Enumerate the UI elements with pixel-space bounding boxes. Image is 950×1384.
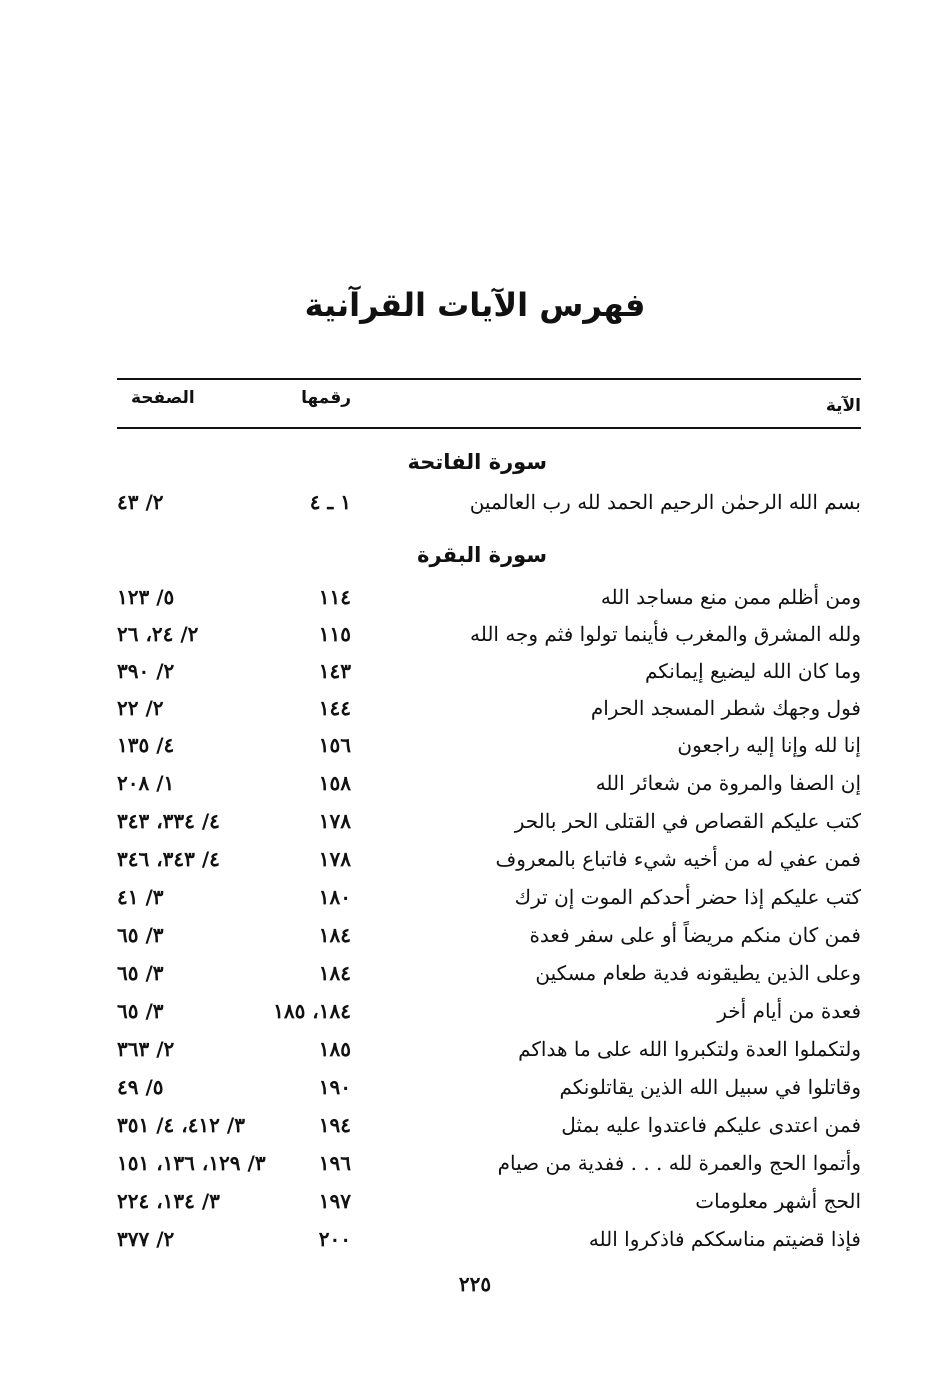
page-reference: ٢/ ٤٣	[117, 490, 164, 514]
header-page: الصفحة	[131, 388, 195, 408]
table-row	[117, 847, 861, 884]
verse-number: ١٨٤	[318, 961, 351, 985]
table-row	[117, 490, 861, 527]
verse-number: ١٥٨	[318, 771, 351, 795]
verse-number: ١٩٦	[318, 1151, 351, 1175]
page-reference: ٣/ ١٣٤، ٢٢٤	[117, 1189, 220, 1213]
verse-number: ١٧٨	[318, 809, 351, 833]
table-row	[117, 809, 861, 846]
verse-text: ولتكملوا العدة ولتكبروا الله على ما هداكم	[518, 1037, 861, 1061]
verse-number: ١١٤	[318, 585, 351, 609]
verse-number: ١٤٤	[318, 696, 351, 720]
verse-text: الحج أشهر معلومات	[695, 1189, 861, 1213]
table-row	[117, 961, 861, 998]
verse-text: وقاتلوا في سبيل الله الذين يقاتلونكم	[559, 1075, 861, 1099]
page-reference: ١/ ٢٠٨	[117, 771, 175, 795]
table-row	[117, 622, 861, 659]
page-reference: ٣/ ٤١	[117, 885, 164, 909]
header-verse: الآية	[825, 396, 861, 416]
verse-number: ١ ـ ٤	[309, 490, 351, 514]
verse-number: ١٥٦	[318, 733, 351, 757]
page-reference: ٢/ ٣٦٣	[117, 1037, 175, 1061]
verse-text: وعلى الذين يطيقونه فدية طعام مسكين	[535, 961, 861, 985]
verse-text: فإذا قضيتم مناسككم فاذكروا الله	[588, 1227, 861, 1251]
verse-number: ١٨٠	[318, 885, 351, 909]
verse-number: ١٩٠	[318, 1075, 351, 1099]
verse-text: فعدة من أيام أخر	[717, 999, 861, 1023]
verse-text: إن الصفا والمروة من شعائر الله	[595, 771, 861, 795]
page-reference: ٤/ ٣٣٤، ٣٤٣	[117, 809, 220, 833]
verse-text: كتب عليكم إذا حضر أحدكم الموت إن ترك	[514, 885, 861, 909]
table-row	[117, 1189, 861, 1226]
verse-number: ١٨٤	[318, 923, 351, 947]
header-bottom-rule	[117, 427, 861, 429]
verse-text: وما كان الله ليضيع إيمانكم	[644, 659, 861, 683]
page-reference: ٢/ ٢٤، ٢٦	[117, 622, 199, 646]
table-row	[117, 1151, 861, 1188]
verse-text: ومن أظلم ممن منع مساجد الله	[600, 585, 861, 609]
verse-text: فمن كان منكم مريضاً أو على سفر فعدة	[529, 923, 861, 947]
verse-number: ٢٠٠	[318, 1227, 351, 1251]
page-reference: ٣/ ١٢٩، ١٣٦، ١٥١	[117, 1151, 266, 1175]
page-reference: ٣/ ٦٥	[117, 999, 164, 1023]
verse-text: كتب عليكم القصاص في القتلى الحر بالحر	[514, 809, 861, 833]
page-number: ٢٢٥	[458, 1272, 492, 1296]
verse-text: فمن عفي له من أخيه شيء فاتباع بالمعروف	[495, 847, 861, 871]
verse-number: ١٩٤	[318, 1113, 351, 1137]
page-reference: ٥/ ٤٩	[117, 1075, 164, 1099]
table-row	[117, 885, 861, 922]
page-reference: ٢/ ٣٧٧	[117, 1227, 175, 1251]
table-header	[117, 384, 861, 424]
verse-number: ١٨٤، ١٨٥	[273, 999, 351, 1023]
verse-number: ١٨٥	[318, 1037, 351, 1061]
table-row	[117, 585, 861, 622]
table-row	[117, 1037, 861, 1074]
page-reference: ٣/ ٦٥	[117, 923, 164, 947]
surah-title: سورة الفاتحة	[407, 450, 547, 474]
header-top-rule	[117, 378, 861, 380]
surah-title: سورة البقرة	[417, 543, 547, 567]
verse-number: ١٧٨	[318, 847, 351, 871]
verse-number: ١٤٣	[318, 659, 351, 683]
table-row	[117, 659, 861, 696]
table-row	[117, 1075, 861, 1112]
verse-text: إنا لله وإنا إليه راجعون	[677, 733, 861, 757]
page-reference: ٣/ ٤١٢، ٤/ ٣٥١	[117, 1113, 245, 1137]
table-row	[117, 1227, 861, 1264]
page-reference: ٢/ ٢٢	[117, 696, 164, 720]
table-row	[117, 733, 861, 770]
table-row	[117, 771, 861, 808]
verse-number: ١٩٧	[318, 1189, 351, 1213]
verse-number: ١١٥	[318, 622, 351, 646]
verse-text: فول وجهك شطر المسجد الحرام	[590, 696, 861, 720]
verse-text: فمن اعتدى عليكم فاعتدوا عليه بمثل	[561, 1113, 861, 1137]
page-reference: ٤/ ٣٤٣، ٣٤٦	[117, 847, 220, 871]
page-reference: ٣/ ٦٥	[117, 961, 164, 985]
table-row	[117, 923, 861, 960]
verse-text: وأتموا الحج والعمرة لله . . . ففدية من صيام	[497, 1151, 861, 1175]
header-number: رقمها	[301, 388, 351, 408]
page-reference: ٤/ ١٣٥	[117, 733, 175, 757]
page-title: فهرس الآيات القرآنية	[304, 286, 646, 324]
verse-text: بسم الله الرحمٰن الرحيم الحمد لله رب العالمين	[469, 490, 861, 514]
verse-text: ولله المشرق والمغرب فأينما تولوا فثم وجه الله	[469, 622, 861, 646]
table-row	[117, 696, 861, 733]
table-row	[117, 1113, 861, 1150]
table-row	[117, 999, 861, 1036]
page-reference: ٢/ ٣٩٠	[117, 659, 175, 683]
page-reference: ٥/ ١٢٣	[117, 585, 175, 609]
